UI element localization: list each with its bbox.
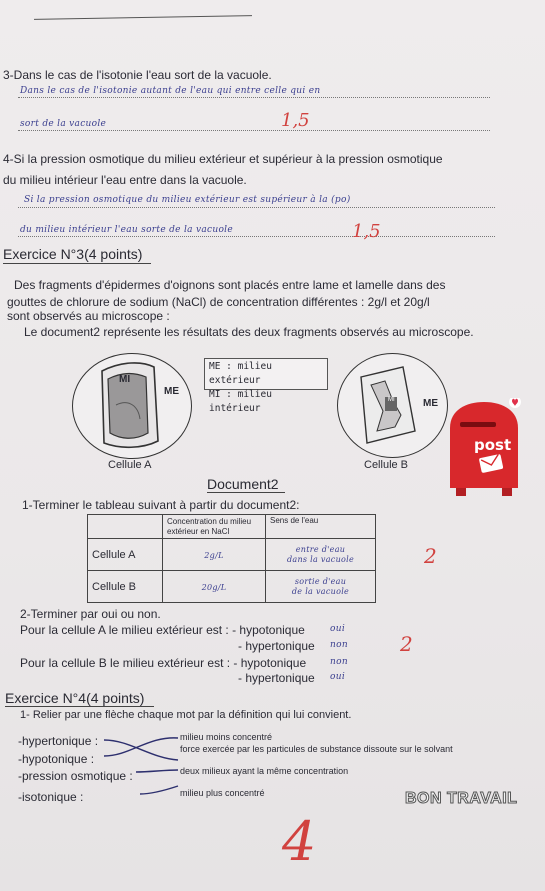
answer-line: [18, 236, 495, 237]
cell-a-sens-line1: entre d'eau: [295, 544, 346, 554]
grade-q4: 1,5: [352, 221, 381, 242]
cell-b-hypotonique-answer: non: [330, 657, 348, 667]
table-header-sens: Sens de l'eau: [266, 515, 376, 539]
answer-3-line1: Dans le cas de l'isotonie autant de l'eau qui entre celle qui en: [20, 86, 321, 96]
cell-b-sens-line2: de la vacuole: [291, 586, 350, 596]
document2-title: Document2: [207, 476, 279, 492]
cell-b-conc-value: 20g/L: [201, 582, 227, 592]
exercise-4-title: Exercice N°4(4 points): [5, 690, 145, 706]
cell-b-sens: [266, 571, 376, 603]
ex4-def-force: force exercée par les particules de substance dissoute sur le solvant: [180, 744, 453, 754]
ex4-q1: 1- Relier par une flèche chaque mot par la définition qui lui convient.: [20, 709, 352, 721]
ex3-q2: 2-Terminer par oui ou non.: [20, 607, 161, 621]
cell-b-concentration: [163, 571, 266, 603]
question-4-line2: du milieu intérieur l'eau entre dans la vacuole.: [3, 173, 247, 187]
grade-ex4: 4: [282, 810, 317, 873]
question-4-line1: 4-Si la pression osmotique du milieu extérieur et supérieur à la pression osmotique: [3, 152, 443, 166]
cell-b-me-label: ME: [423, 398, 438, 409]
exercise-3-title: Exercice N°3(4 points): [3, 246, 143, 262]
table-row: [88, 571, 376, 603]
ex3-paragraph-line1: Des fragments d'épidermes d'oignons sont placés entre lame et lamelle dans des: [14, 278, 446, 292]
cell-b-hypertonique-answer: oui: [330, 672, 345, 682]
cell-a-sens-line2: dans la vacuole: [286, 554, 355, 564]
grade-q2: 2: [400, 632, 413, 656]
legend-box: [204, 358, 328, 414]
table-header-row: [88, 515, 376, 539]
results-table: [87, 514, 376, 603]
answer-4-line1: Si la pression osmotique du milieu extérieur est supérieur à la (po): [24, 195, 351, 205]
exercise-3-underline: [3, 263, 151, 264]
row-label-cellule-a: Cellule A: [88, 539, 163, 571]
answer-3-line2: sort de la vacuole: [20, 119, 107, 129]
ex3-paragraph-line3: sont observés au microscope :: [7, 309, 170, 323]
cell-a-concentration: [163, 539, 266, 571]
grade-table: 2: [424, 544, 437, 568]
answer-4-line2: du milieu intérieur l'eau sorte de la vacuole: [20, 225, 233, 235]
cell-a-me-label: ME: [164, 386, 179, 397]
matching-arrows: [100, 730, 190, 805]
table-header-empty: [88, 515, 163, 539]
ex4-def-plus-concentre: milieu plus concentré: [180, 788, 265, 798]
cell-a-hypotonique-answer: oui: [330, 624, 345, 634]
ex4-word-hypotonique: -hypotonique :: [18, 752, 95, 766]
grade-q3: 1,5: [281, 110, 310, 131]
legend-me: ME : milieu extérieur: [209, 361, 272, 386]
cell-a-hypotonique-line: Pour la cellule A le milieu extérieur est : - hypotonique: [20, 623, 305, 637]
ex4-word-isotonique: -isotonique :: [18, 790, 84, 804]
answer-line: [18, 130, 490, 131]
cell-b-hypotonique-line: Pour la cellule B le milieu extérieur est : - hypotonique: [20, 656, 307, 670]
cell-b-sens-line1: sortie d'eau: [294, 576, 347, 586]
sticker-post-label: post: [474, 436, 512, 454]
cell-a-hypertonique-answer: non: [330, 640, 348, 650]
question-3: 3-Dans le cas de l'isotonie l'eau sort de la vacuole.: [3, 68, 272, 82]
document2-underline: [207, 492, 285, 493]
ex4-word-hypertonique: -hypertonique :: [18, 734, 99, 748]
legend-mi: MI : milieu intérieur: [209, 389, 272, 414]
top-rule: [34, 15, 252, 20]
ex3-paragraph-line4: Le document2 représente les résultats des deux fragments observés au microscope.: [24, 325, 474, 339]
cell-a-mi-label: MI: [119, 374, 131, 385]
mailbox-sticker[interactable]: [446, 398, 522, 498]
ex4-def-moins-concentre: milieu moins concentré: [180, 732, 273, 742]
bon-travail-text: BON TRAVAIL: [405, 790, 518, 807]
cell-b-hypertonique-line: - hypertonique: [238, 671, 315, 685]
answer-line: [18, 207, 495, 208]
cell-a-caption: Cellule A: [108, 459, 152, 471]
answer-line: [18, 97, 490, 98]
cell-a-hypertonique-line: - hypertonique: [238, 639, 315, 653]
table-row: [88, 539, 376, 571]
cell-a-sens: [266, 539, 376, 571]
ex4-def-meme-concentration: deux milieux ayant la même concentration: [180, 766, 349, 776]
ex4-word-pression-osmotique: -pression osmotique :: [18, 769, 133, 783]
cell-b-caption: Cellule B: [364, 459, 409, 471]
ex3-paragraph-line2: gouttes de chlorure de sodium (NaCl) de concentration différentes : 2g/l et 20g/l: [7, 295, 430, 309]
row-label-cellule-b: Cellule B: [88, 571, 163, 603]
cell-a-drawing: [72, 353, 190, 457]
exercise-4-underline: [5, 706, 154, 707]
cell-b-mi-label: MI: [388, 397, 395, 403]
table-header-concentration: Concentration du milieu extérieur en NaCl: [163, 515, 266, 539]
cell-a-conc-value: 2g/L: [204, 550, 224, 560]
ex3-q1: 1-Terminer le tableau suivant à partir du document2:: [22, 498, 300, 512]
